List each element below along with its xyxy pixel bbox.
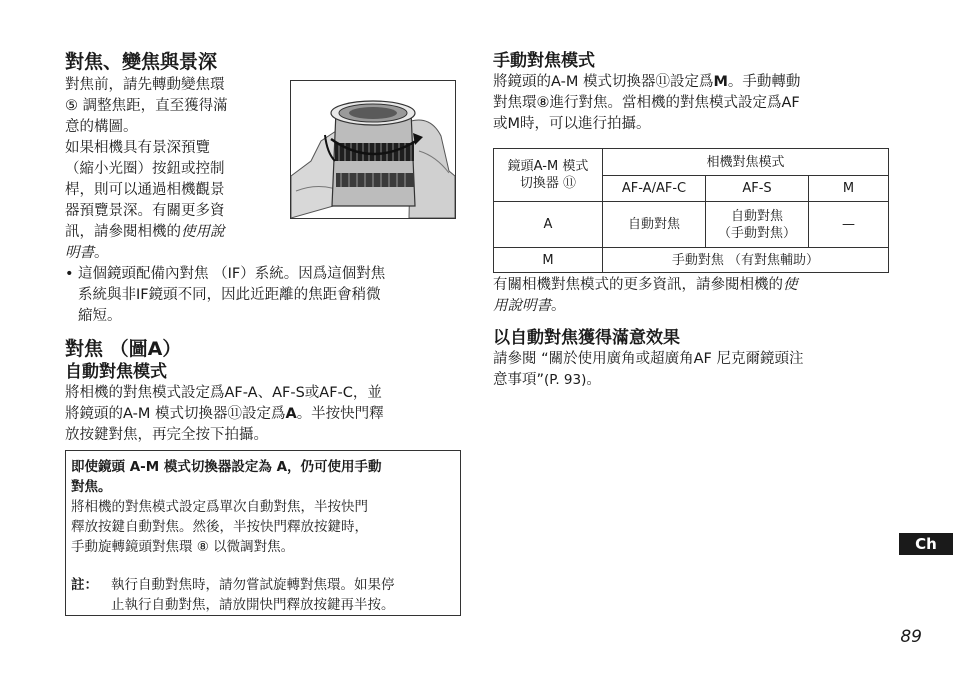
figure-ref-a: A — [147, 338, 163, 360]
table-corner-cell — [494, 149, 603, 202]
corner-line-1: 鏡頭A-M 模式 — [507, 159, 589, 174]
if-system-bullet — [65, 264, 460, 327]
row-label-a: A — [494, 202, 603, 248]
page-number: 89 — [900, 627, 922, 647]
table-group-header: 相機對焦模式 — [603, 149, 889, 176]
bullet-line-2: 系統與非IF鏡頭不同，因此近距離的焦距會稍微 — [78, 287, 381, 303]
focus-heading-suffix: ） — [162, 338, 182, 360]
af-line-2-suffix: 。半按快門釋 — [296, 406, 384, 422]
af-line-2-bold: A — [285, 406, 297, 422]
table-row-m — [494, 248, 889, 273]
mf-line-1-suffix: 。手動轉動 — [727, 74, 801, 90]
subheading-mf-mode: 手動對焦模式 — [493, 51, 595, 71]
caution-line-1: 執行自動對焦時，請勿嘗試旋轉對焦環。如果停 — [111, 577, 395, 593]
dof-line-2: （縮小光圈）按鈕或控制 — [65, 161, 225, 177]
bullet-dot: • — [65, 266, 74, 282]
af-line-1: 將相機的對焦模式設定爲AF-A、AF-S或AF-C，並 — [65, 385, 382, 401]
focus-mode-table — [493, 148, 889, 273]
after-table-line-1 — [493, 275, 893, 296]
intro-line-3: 意的構圖。 — [65, 119, 138, 135]
bullet-line-1: 這個鏡頭配備內對焦 （IF）系統。因爲這個對焦 — [78, 266, 386, 282]
manual-override-note — [65, 450, 461, 616]
best-line-2-punct: 。 — [586, 372, 601, 388]
after-table-line-2 — [493, 296, 893, 317]
dof-end-punct: 。 — [94, 245, 109, 261]
best-line-2-prefix: 意事項” — [493, 372, 545, 388]
zoom-intro — [65, 75, 287, 264]
note-body-line-2: 釋放按鍵自動對焦。然後，半按快門釋放按鍵時， — [71, 519, 368, 535]
right-column — [493, 50, 893, 135]
intro-line-1: 對焦前，請先轉動變焦環 — [65, 77, 225, 93]
row-label-m: M — [494, 248, 603, 273]
manual-ref-italic-end: 明書 — [65, 245, 94, 261]
cell-m-all: 手動對焦 （有對焦輔助） — [603, 248, 889, 273]
corner-line-2: 切換器 ⑪ — [519, 176, 577, 191]
after-table-text — [493, 275, 893, 391]
note-title-line-2: 對焦。 — [71, 479, 112, 495]
note-body-line-1: 將相機的對焦模式設定爲單次自動對焦，半按快門 — [71, 499, 368, 515]
section-heading-focus-zoom-dof: 對焦、變焦與景深 — [65, 51, 218, 73]
cell-a-afs-line-1: 自動對焦 — [730, 208, 783, 224]
caution-line-2: 止執行自動對焦，請放開快門釋放按鍵再半按。 — [111, 597, 395, 613]
cell-a-m: — — [809, 202, 889, 248]
manual-ref-italic-2: 使 — [783, 277, 798, 293]
mf-line-3: 或M時，可以進行拍攝。 — [493, 116, 651, 132]
af-line-2-prefix: 將鏡頭的A-M 模式切換器⑪設定爲 — [65, 406, 286, 422]
dof-line-1: 如果相機具有景深預覽 — [65, 140, 210, 156]
table-header-row-1 — [494, 149, 889, 176]
note-body-line-3: 手動旋轉鏡頭對焦環 ⑧ 以微調對焦。 — [71, 539, 295, 555]
col-header-afa-afc: AF-A/AF-C — [603, 176, 706, 202]
mf-line-1-bold: M — [713, 74, 728, 90]
language-tab: Ch — [899, 533, 953, 555]
bullet-line-3: 縮短。 — [78, 308, 122, 324]
manual-ref-italic-3: 用說明書 — [493, 298, 551, 314]
section-heading-focus — [65, 337, 460, 361]
dof-line-3: 桿，則可以通過相機觀景 — [65, 182, 225, 198]
caution-row — [71, 575, 455, 615]
col-header-m: M — [809, 176, 889, 202]
table-row-a — [494, 202, 889, 248]
col-header-afs: AF-S — [706, 176, 809, 202]
mf-line-2: 對焦環⑧進行對焦。當相機的對焦模式設定爲AF — [493, 95, 800, 111]
dof-line-5 — [65, 222, 287, 243]
cell-a-afs — [706, 202, 809, 248]
lens-illustration — [290, 80, 456, 219]
cell-a-afa-afc: 自動對焦 — [603, 202, 706, 248]
caution-label: 註： — [71, 577, 98, 593]
subheading-af-mode: 自動對焦模式 — [65, 362, 167, 382]
after-table-punct: 。 — [551, 298, 566, 314]
cell-a-afs-line-2: （手動對焦） — [717, 225, 796, 241]
best-line-1: 請參閱 “關於使用廣角或超廣角AF 尼克爾鏡頭注 — [493, 351, 804, 367]
intro-line-2: ⑤ 調整焦距，直至獲得滿 — [65, 98, 228, 114]
page-reference-link[interactable]: (P. 93) — [544, 372, 587, 388]
mf-line-1-prefix: 將鏡頭的A-M 模式切換器⑪設定爲 — [493, 74, 714, 90]
note-title-line-1: 即使鏡頭 A-M 模式切換器設定為 A，仍可使用手動 — [71, 459, 382, 475]
mf-line-1 — [493, 72, 893, 93]
af-line-3: 放按鍵對焦，再完全按下拍攝。 — [65, 427, 268, 443]
dof-line-4: 器預覽景深。有關更多資 — [65, 203, 225, 219]
after-table-prefix: 有關相機對焦模式的更多資訊，請參閱相機的 — [493, 277, 783, 293]
subheading-best-af: 以自動對焦獲得滿意效果 — [493, 328, 680, 348]
dof-line-6 — [65, 243, 287, 264]
manual-ref-italic: 使用說 — [181, 224, 225, 240]
lens-drawing — [291, 81, 455, 218]
best-line-2 — [493, 370, 893, 391]
dof-last-prefix: 訊，請參閱相機的 — [65, 224, 181, 240]
af-line-2 — [65, 404, 460, 425]
focus-heading-prefix: 對焦 （圖 — [65, 338, 148, 360]
